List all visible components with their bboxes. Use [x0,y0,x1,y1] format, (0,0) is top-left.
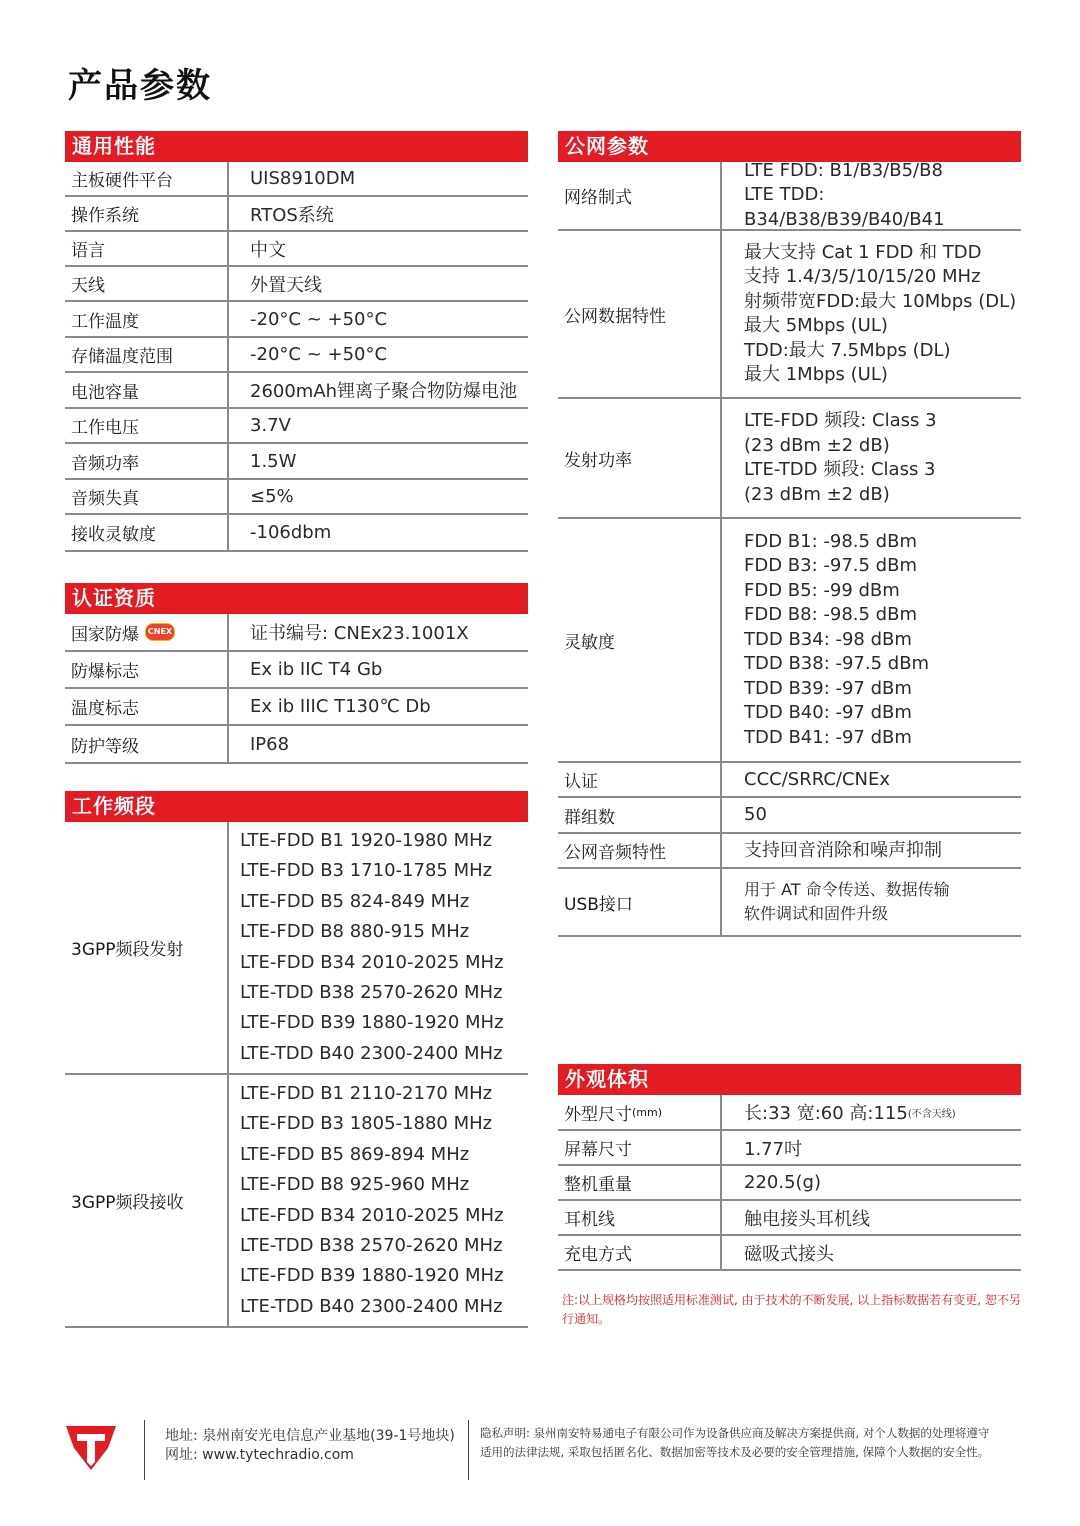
row-value [722,159,1021,230]
general-section [65,131,528,552]
row-key: 主板硬件平台 [65,162,229,195]
footer-address: 地址: 泉州南安光电信息产业基地(39-1号地块) [165,1428,455,1444]
network-table [558,159,1021,937]
value-line: TDD B41: -97 dBm [744,726,912,748]
value-line: 射频带宽FDD:最大 10Mbps (DL) [744,290,1017,312]
footer [0,1410,1080,1490]
size-value: 长:33 宽:60 高:115 [744,1103,908,1124]
row-value [722,231,1021,397]
table-row [558,1131,1021,1166]
row-key: 天线 [65,267,229,300]
row-value: 3.7V [250,415,291,436]
footer-divider [144,1420,145,1480]
size-note: (不含天线) [907,1108,956,1120]
row-key: 音频功率 [65,444,229,478]
row-key: 接收灵敏度 [65,515,229,550]
row-key: 温度标志 [65,689,229,724]
appearance-section-title: 外观体积 [558,1064,1021,1095]
footer-website[interactable]: 网址: www.tytechradio.com [165,1447,354,1463]
row-key: 整机重量 [558,1166,722,1199]
table-row [65,652,528,689]
table-row [558,869,1021,937]
row-key: 工作温度 [65,302,229,336]
band-line: LTE-FDD B34 2010-2025 MHz [240,1204,504,1226]
row-value: 磁吸式接头 [744,1243,834,1265]
row-value: -20°C ~ +50°C [250,344,388,365]
row-value: Ex ib IIC T4 Gb [250,659,383,680]
row-value: 触电接头耳机线 [744,1208,870,1230]
row-key [558,1095,722,1129]
appearance-section [558,1064,1021,1271]
row-value [722,869,1021,935]
row-value: IP68 [250,733,290,755]
table-row [65,267,528,302]
row-key: 音频失真 [65,480,229,513]
footer-contact [165,1427,455,1465]
row-value [722,519,1021,761]
row-key: 群组数 [558,798,722,832]
band-line: LTE-FDD B1 1920-1980 MHz [240,829,493,851]
band-line: LTE-FDD B5 869-894 MHz [240,1143,470,1165]
value-line: 用于 AT 命令传送、数据传输 [744,880,950,899]
disclaimer-note: 注:以上规格均按照适用标准测试, 由于技术的不断发展, 以上指标数据若有变更, 恕不另行通知。 [562,1293,1021,1326]
table-row [558,834,1021,869]
table-row [558,798,1021,834]
table-row [558,159,1021,231]
row-value: -20°C ~ +50°C [250,308,388,330]
row-key: 发射功率 [558,399,722,517]
row-value: 外置天线 [250,274,322,296]
table-row [65,726,528,764]
row-value: UIS8910DM [250,168,356,189]
band-line: LTE-FDD B39 1880-1920 MHz [240,1265,504,1287]
value-line: FDD B1: -98.5 dBm [744,530,917,552]
value-line: CCC/SRRC/CNEx [744,768,891,790]
value-line: FDD B3: -97.5 dBm [744,555,917,577]
band-line: LTE-FDD B3 1805-1880 MHz [240,1113,493,1135]
table-row [65,338,528,373]
row-value: 2600mAh锂离子聚合物防爆电池 [250,381,518,402]
row-value: -106dbm [250,522,332,543]
value-line: TDD B38: -97.5 dBm [744,653,930,675]
value-line: LTE FDD: B1/B3/B5/B8 [744,159,943,181]
appearance-table [558,1131,1021,1271]
band-line: LTE-FDD B5 824-849 MHz [240,890,470,912]
row-key: USB接口 [558,869,722,935]
value-line: FDD B8: -98.5 dBm [744,604,917,626]
table-row [65,689,528,726]
row-key: 防护等级 [65,726,229,762]
value-line: (23 dBm ±2 dB) [744,434,890,456]
table-row [558,1201,1021,1236]
band-line: LTE-FDD B34 2010-2025 MHz [240,951,504,973]
row-value [722,834,1021,867]
privacy-line: 隐私声明: 泉州南安特易通电子有限公司作为设备供应商及解决方案提供商, 对个人数据的处理将遵守 [480,1426,990,1440]
table-row [65,373,528,409]
band-line: LTE-TDD B38 2570-2620 MHz [240,981,503,1003]
table-row [65,822,528,1075]
cnex-badge-icon: CNEX [145,623,175,641]
value-line: 50 [744,804,767,825]
value-line: 软件调试和固件升级 [744,904,889,923]
cert-section-title: 认证资质 [65,583,528,614]
value-line: 最大支持 Cat 1 FDD 和 TDD [744,241,982,263]
row-key: 认证 [558,763,722,796]
network-section-title: 公网参数 [558,131,1021,162]
row-key [65,614,229,650]
row-key: 工作电压 [65,409,229,442]
row-key: 电池容量 [65,373,229,407]
row-value: RTOS系统 [250,204,334,226]
row-key: 操作系统 [65,197,229,230]
band-line: LTE-TDD B38 2570-2620 MHz [240,1234,503,1256]
value-line: TDD B39: -97 dBm [744,677,912,699]
band-line: LTE-FDD B3 1710-1785 MHz [240,860,493,882]
table-row [558,1236,1021,1271]
table-row [65,515,528,552]
band-line: LTE-TDD B40 2300-2400 MHz [240,1295,503,1317]
table-row [558,763,1021,798]
table-row [65,232,528,267]
unit-label: (mm) [632,1105,663,1119]
bands-section [65,791,528,1328]
row-value: 中文 [250,239,286,261]
table-row [65,409,528,444]
row-key: 语言 [65,232,229,265]
table-row [65,197,528,232]
tx-band-list [240,826,504,1069]
row-value [722,763,1021,796]
row-value: 1.77吋 [744,1138,803,1160]
row-value [722,1095,1021,1129]
row-key: 存储温度范围 [65,338,229,371]
row-key: 3GPP频段接收 [65,1075,229,1326]
row-key: 公网音频特性 [558,834,722,867]
general-table [65,162,528,552]
value-line: 支持 1.4/3/5/10/15/20 MHz [744,266,981,287]
table-row [558,231,1021,399]
row-key: 灵敏度 [558,519,722,761]
value-line: TDD B40: -97 dBm [744,702,912,724]
value-line: TDD:最大 7.5Mbps (DL) [744,339,951,361]
row-value: 1.5W [250,450,297,472]
row-value: 证书编号: CNEx23.1001X [250,623,469,644]
table-row [65,302,528,338]
row-value [722,399,1021,517]
row-value [229,1075,528,1326]
value-line: 支持回音消除和噪声抑制 [744,839,942,861]
table-row [558,519,1021,763]
table-row [65,614,528,652]
value-line: LTE TDD: B34/B38/B39/B40/B41 [744,184,945,230]
row-key-text: 国家防爆 [71,624,139,645]
table-row [65,480,528,515]
table-row [65,444,528,480]
privacy-statement [480,1424,1040,1462]
value-line: (23 dBm ±2 dB) [744,483,890,505]
network-section [558,131,1021,937]
row-key: 公网数据特性 [558,231,722,397]
band-line: LTE-FDD B8 880-915 MHz [240,921,470,943]
value-line: 最大 1Mbps (UL) [744,364,888,385]
rx-band-list [240,1079,504,1322]
band-line: LTE-FDD B39 1880-1920 MHz [240,1012,504,1034]
general-section-title: 通用性能 [65,131,528,162]
table-row [65,162,528,197]
row-key: 3GPP频段发射 [65,822,229,1073]
cert-section [65,583,528,764]
cert-table [65,614,528,764]
row-value: ≤5% [250,486,294,507]
row-value [229,822,528,1073]
row-key-text: 外型尺寸 [564,1104,632,1125]
table-row [65,1075,528,1328]
row-key: 充电方式 [558,1236,722,1269]
band-line: LTE-FDD B1 2110-2170 MHz [240,1082,493,1104]
table-row [558,399,1021,519]
page-title: 产品参数 [68,66,212,106]
row-value: Ex ib IIIC T130℃ Db [250,696,431,717]
row-value [722,798,1021,832]
band-line: LTE-TDD B40 2300-2400 MHz [240,1042,503,1064]
row-key: 网络制式 [558,162,722,229]
table-row [558,1166,1021,1201]
row-value: 220.5(g) [744,1172,822,1193]
band-line: LTE-FDD B8 925-960 MHz [240,1174,470,1196]
value-line: TDD B34: -98 dBm [744,628,912,650]
footer-divider [468,1420,469,1480]
value-line: FDD B5: -99 dBm [744,579,900,601]
value-line: 最大 5Mbps (UL) [744,315,888,336]
bands-section-title: 工作频段 [65,791,528,822]
value-line: LTE-FDD 频段: Class 3 [744,410,937,431]
row-key: 屏幕尺寸 [558,1131,722,1164]
company-logo-icon [64,1420,118,1474]
row-key: 耳机线 [558,1201,722,1234]
table-row [558,1095,1021,1131]
value-line: LTE-TDD 频段: Class 3 [744,459,936,480]
row-key: 防爆标志 [65,652,229,687]
privacy-line: 适用的法律法规, 采取包括匿名化、数据加密等技术及必要的安全管理措施, 保障个人数据的安全性。 [480,1445,990,1459]
